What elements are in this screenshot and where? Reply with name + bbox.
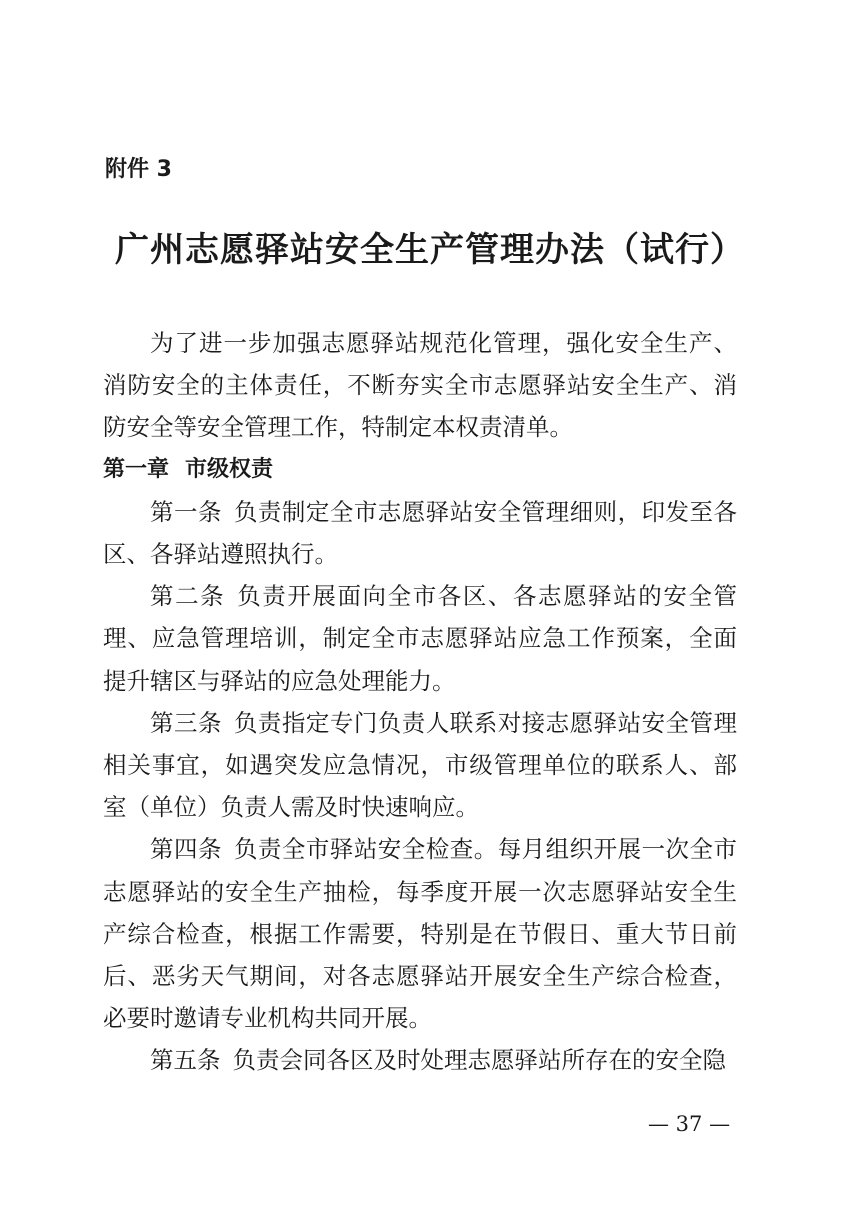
chapter-number: 第一章 bbox=[103, 456, 170, 482]
document-title: 广州志愿驿站安全生产管理办法（试行） bbox=[115, 230, 745, 270]
article-text: 负责全市驿站安全检查。每月组织开展一次全市志愿驿站的安全生产抽检，每季度开展一次志愿驿站安全生产综合检查，根据工作需要，特别是在节假日、重大节日前后、恶劣天气期间，对各志愿驿站开展安全生产综合检查，必要时邀请专业机构共同开展。 bbox=[103, 835, 738, 1033]
article-text: 负责会同各区及时处理志愿驿站所存在的安全隐 bbox=[232, 1046, 726, 1075]
article-paragraph bbox=[103, 1039, 737, 1081]
article-text: 负责制定全市志愿驿站安全管理细则，印发至各区、各驿站遵照执行。 bbox=[103, 497, 738, 569]
article-number: 第五条 bbox=[150, 1046, 221, 1075]
article-text: 负责指定专门负责人联系对接志愿驿站安全管理相关事宜，如遇突发应急情况，市级管理单位的联系人、部室（单位）负责人需及时快速响应。 bbox=[103, 708, 738, 822]
chapter-heading bbox=[103, 449, 737, 491]
article-number: 第一条 bbox=[150, 497, 222, 526]
page-number: — 37 — bbox=[648, 1112, 731, 1136]
intro-paragraph: 为了进一步加强志愿驿站规范化管理，强化安全生产、消防安全的主体责任，不断夯实全市志愿驿站安全生产、消防安全等安全管理工作，特制定本权责清单。 bbox=[103, 329, 737, 442]
article-paragraph bbox=[103, 702, 737, 829]
document-body bbox=[103, 322, 737, 1082]
article-number: 第二条 bbox=[150, 582, 226, 611]
chapter-name: 市级权责 bbox=[185, 456, 274, 482]
article-paragraph bbox=[103, 491, 737, 575]
attachment-label: 附件 3 bbox=[105, 157, 172, 182]
article-text: 负责开展面向全市各区、各志愿驿站的安全管理、应急管理培训，制定全市志愿驿站应急工作预案，全面提升辖区与驿站的应急处理能力。 bbox=[103, 582, 738, 695]
article-number: 第三条 bbox=[150, 708, 222, 737]
article-paragraph bbox=[103, 828, 737, 1039]
article-paragraph bbox=[103, 575, 737, 702]
article-number: 第四条 bbox=[150, 835, 222, 864]
